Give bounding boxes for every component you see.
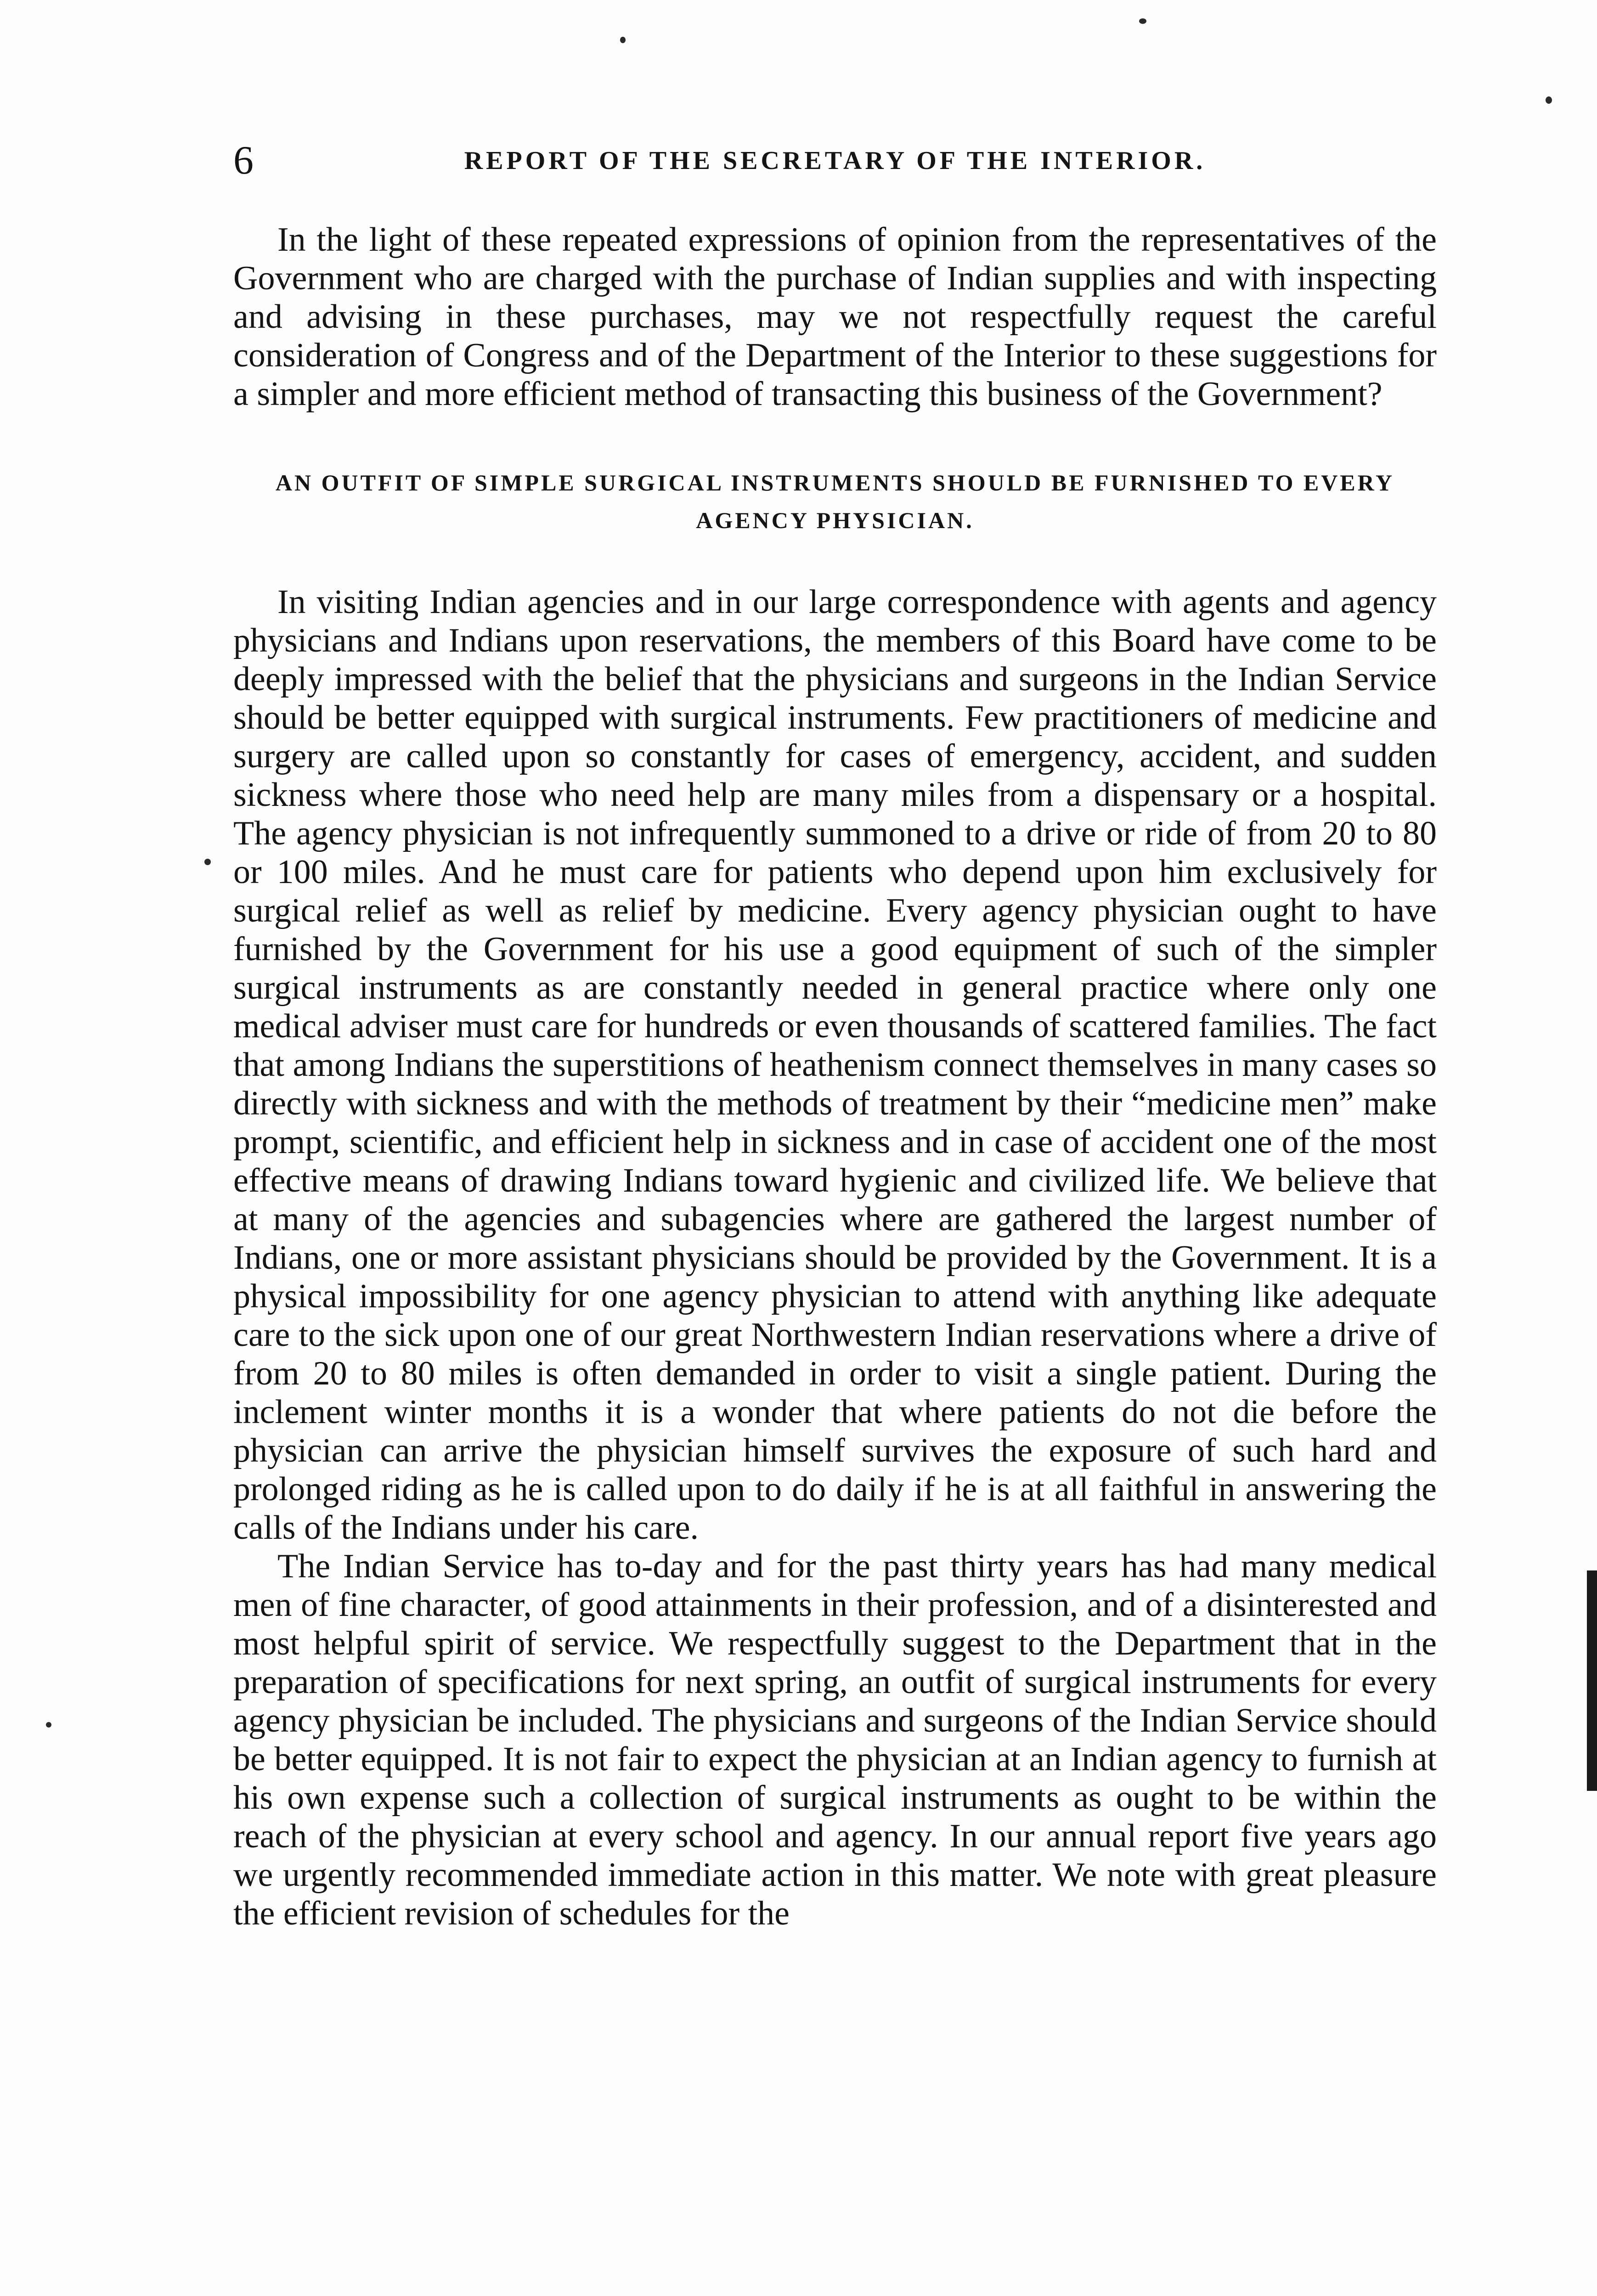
- scan-speck: [1546, 96, 1552, 104]
- page-number: 6: [233, 138, 254, 183]
- scan-edge-mark-right: [1587, 1570, 1597, 1791]
- running-head: [233, 138, 1437, 184]
- scan-speck: [46, 1722, 51, 1728]
- scan-speck: [1139, 18, 1146, 24]
- running-head-title: REPORT OF THE SECRETARY OF THE INTERIOR.: [464, 146, 1206, 175]
- scan-speck: [204, 859, 211, 865]
- paragraph-medical-service: The Indian Service has to-day and for the past thirty years has had many medical men of fine character, of good attainments in their profession, and of a disinterested and most helpful spirit of service. We respectfully suggest to the Department that in the preparation of specifications for next spring, an outfit of surgical instruments for every agency physician be included. The physicians and surgeons of the Indian Service should be better equipped. It is not fair to expect the physician at an Indian agency to furnish at his own expense such a collection of surgical instruments as ought to be within the reach of the physician at every school and agency. In our annual report five years ago we urgently recommended immediate action in this matter. We note with great pleasure the efficient revision of schedules for the: [233, 1548, 1437, 1932]
- scan-speck: [620, 37, 626, 43]
- text-column: [233, 220, 1437, 1933]
- section-heading: AN OUTFIT OF SIMPLE SURGICAL INSTRUMENTS SHOULD BE FURNISHED TO EVERY AGENCY PHYSICIAN.: [275, 470, 1395, 533]
- paragraph-surgical-instruments: In visiting Indian agencies and in our large correspondence with agents and agency physicians and Indians upon reservations, the members of this Board have come to be deeply impressed with the belief that the physicians and surgeons in the Indian Service should be better equipped with surgical instruments. Few practitioners of medicine and surgery are called upon so constantly for cases of emergency, accident, and sudden sickness where those who need help are many miles from a dispensary or a hospital. The agency physician is not infrequently summoned to a drive or ride of from 20 to 80 or 100 miles. And he must care for patients who depend upon him exclusively for surgical relief as well as relief by medicine. Every agency physician ought to have furnished by the Government for his use a good equipment of such of the simpler surgical instruments as are constantly needed in general practice where only one medical adviser must care for hundreds or even thousands of scattered families. The fact that among Indians the superstitions of heathenism connect themselves in many cases so directly with sickness and with the methods of treatment by their “medicine men” make prompt, scientific, and efficient help in sickness and in case of accident one of the most effective means of drawing Indians toward hygienic and civilized life. We believe that at many of the agencies and subagencies where are gathered the largest number of Indians, one or more assistant physicians should be provided by the Government. It is a physical impossibility for one agency physician to attend with anything like adequate care to the sick upon one of our great Northwestern Indian reservations where a drive of from 20 to 80 miles is often demanded in order to visit a single patient. During the inclement winter months it is a wonder that where patients do not die before the physician can arrive the physician himself survives the exposure of such hard and prolonged riding as he is called upon to do daily if he is at all faithful in answering the calls of the Indians under his care.: [233, 583, 1437, 1547]
- paragraph-government-method: In the light of these repeated expressions of opinion from the representatives of the Government who are charged with the purchase of Indian supplies and with inspecting and advising in these purchases, may we not respectfully request the careful consideration of Congress and of the Department of the Interior to these suggestions for a simpler and more efficient method of transacting this business of the Government?: [233, 221, 1437, 413]
